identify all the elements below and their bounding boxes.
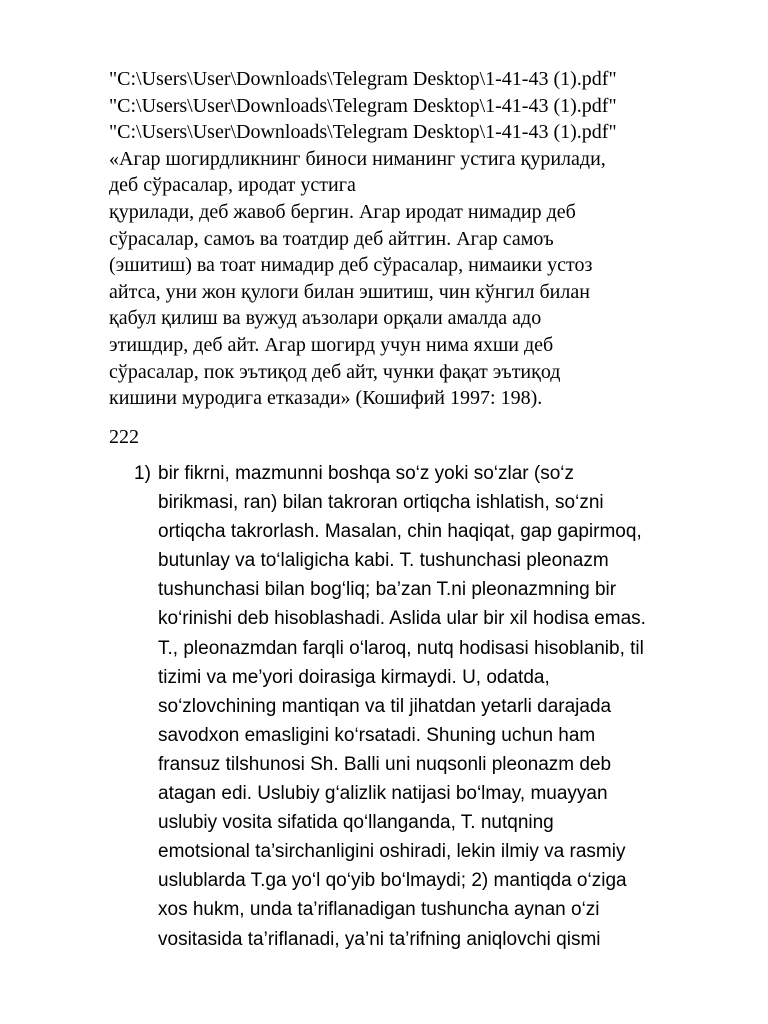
list-line: emotsional ta’sirchanligini oshiradi, lekin ilmiy va rasmiy <box>158 841 626 863</box>
list-line: butunlay va to‘laligicha kabi. T. tushunchasi pleonazm <box>158 550 609 572</box>
list-line: xos hukm, unda ta’riflanadigan tushuncha aynan o‘zi <box>158 899 600 921</box>
quote-line: этишдир, деб айт. Агар шогирд учун нима яхши деб <box>109 333 554 356</box>
list-line <box>134 459 734 488</box>
list-line: uslubiy vosita sifatida qo‘llanganda, T. nutqning <box>158 812 554 834</box>
page-number: 222 <box>109 426 139 448</box>
list-line: tushunchasi bilan bog‘liq; ba’zan T.ni pleonazmning bir <box>158 579 617 601</box>
quote-line: қабул қилиш ва вужуд аъзолари орқали амалда адо <box>109 307 542 330</box>
serif-text-block <box>109 66 749 412</box>
list-line: vositasida ta’riflanadi, ya’ni ta’rifning aniqlovchi qismi <box>158 928 601 950</box>
quote-line: кишини муродига етказади» (Кошифий 1997: 198). <box>109 387 543 410</box>
list-line: ko‘rinishi deb hisoblashadi. Aslida ular bir xil hodisa emas. <box>158 608 646 630</box>
quote-line: қурилади, деб жавоб бергин. Агар иродат нимадир деб <box>109 200 576 223</box>
list-line: so‘zlovchining mantiqan va til jihatdan yetarli darajada <box>158 695 612 717</box>
quote-line: «Агар шогирдликнинг биноси ниманинг устига қурилади, <box>109 147 606 170</box>
list-line: tizimi va me’yori doirasiga kirmaydi. U, odatda, <box>158 666 550 688</box>
quote-line: айтса, уни жон қулоги билан эшитиш, чин кўнгил билан <box>109 280 590 303</box>
quote-line: деб сўрасалар, иродат устига <box>109 174 356 197</box>
quote-line: сўрасалар, пок эътиқод деб айт, чунки фақат эътиқод <box>109 360 561 383</box>
list-line: atagan edi. Uslubiy g‘alizlik natijasi bo‘lmay, muayyan <box>158 783 608 805</box>
file-path-line: "C:\Users\User\Downloads\Telegram Desktop\1-41-43 (1).pdf" <box>109 121 617 144</box>
list-marker: 1) <box>134 463 151 484</box>
list-line: ortiqcha takrorlash. Masalan, chin haqiqat, gap gapirmoq, <box>158 521 642 543</box>
list-line: uslublarda T.ga yo‘l qo‘yib bo‘lmaydi; 2) mantiqda o‘ziga <box>158 870 627 892</box>
quote-line: сўрасалар, самоъ ва тоатдир деб айтгин. Агар самоъ <box>109 227 554 250</box>
list-line: savodxon emasligini ko‘rsatadi. Shuning uchun ham <box>158 724 596 746</box>
numbered-list-item <box>134 459 734 954</box>
file-path-line: "C:\Users\User\Downloads\Telegram Desktop\1-41-43 (1).pdf" <box>109 68 617 90</box>
list-line: fransuz tilshunosi Sh. Balli uni nuqsonli pleonazm deb <box>158 753 612 775</box>
quote-line: (эшитиш) ва тоат нимадир деб сўрасалар, нимаики устоз <box>109 254 593 277</box>
list-line: T., pleonazmdan farqli o‘laroq, nutq hodisasi hisoblanib, til <box>158 637 644 659</box>
file-path-line: "C:\Users\User\Downloads\Telegram Desktop\1-41-43 (1).pdf" <box>109 94 617 117</box>
list-line-text: bir fikrni, mazmunni boshqa so‘z yoki so‘zlar (so‘z <box>158 463 575 484</box>
list-line: birikmasi, ran) bilan takroran ortiqcha ishlatish, so‘zni <box>158 492 604 514</box>
